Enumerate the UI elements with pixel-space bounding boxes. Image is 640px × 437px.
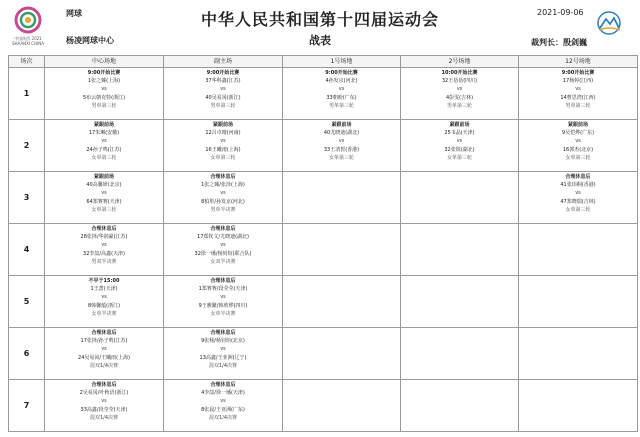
match-cell — [519, 120, 638, 172]
match-cell — [283, 224, 401, 276]
player-a: 17张择/孙子鸣(江苏) — [80, 338, 128, 345]
match-cell — [283, 380, 401, 432]
match-cell — [45, 328, 164, 380]
player-a: 2吴易昺/叶秋语(浙江) — [79, 390, 129, 397]
round-label: 女单半决赛 — [210, 310, 236, 317]
match-cell — [45, 276, 164, 328]
match-cell — [45, 120, 164, 172]
round-label: 女单第三轮 — [210, 154, 236, 161]
round-label: 混双1/4决赛 — [208, 362, 238, 369]
round-label: 女单第三轮 — [91, 154, 117, 161]
match-cell — [401, 276, 519, 328]
match-cell — [164, 224, 283, 276]
round-label: 男单第三轮 — [210, 102, 236, 109]
match-info — [283, 120, 400, 162]
player-b: 32李喆/高鑫(天津) — [83, 250, 125, 257]
versus-label: vs — [101, 294, 107, 301]
player-a: 28张择/华润豪(江苏) — [80, 234, 128, 241]
versus-label: vs — [101, 242, 107, 249]
round-label: 混双1/4决赛 — [89, 414, 119, 421]
versus-label: vs — [575, 86, 581, 93]
match-cell — [45, 68, 164, 120]
table-row — [9, 68, 638, 120]
match-start-note: 合理休息后 — [565, 174, 591, 180]
match-info — [283, 172, 400, 173]
player-b: 24吴易昺/王曦雨(上海) — [78, 354, 130, 361]
mountain-logo-icon — [587, 10, 631, 36]
player-a: 25韦晶(天津) — [444, 130, 475, 137]
match-info — [164, 380, 282, 422]
match-info — [45, 380, 163, 422]
versus-label: vs — [101, 346, 107, 353]
round-label: 女单第三轮 — [565, 206, 591, 213]
player-b: 16王曦雨(上海) — [205, 146, 241, 153]
player-b: 8柏彤/孙发京(河北) — [201, 198, 245, 205]
match-start-note: 合理休息后 — [210, 174, 236, 180]
player-a: 9吴恺烨(广东) — [561, 130, 595, 137]
column-header: 副主场 — [164, 56, 283, 68]
match-info — [45, 328, 163, 370]
match-cell — [401, 68, 519, 120]
match-start-note: 紧跟前场 — [567, 122, 588, 128]
match-start-note: 合理休息后 — [91, 382, 117, 388]
match-info — [164, 172, 282, 214]
versus-label: vs — [338, 86, 345, 93]
match-order-number: 3 — [9, 172, 45, 224]
round-label: 混双1/4决赛 — [208, 414, 238, 421]
versus-label: vs — [338, 138, 345, 145]
versus-label: vs — [101, 190, 107, 197]
player-a: 17杨婷(江西) — [562, 78, 594, 85]
match-info — [164, 328, 282, 370]
page-subtitle: 战表 — [309, 34, 331, 47]
logo-caption: 中国陕西 2021 SHAANXI CHINA — [11, 36, 45, 46]
versus-label: vs — [101, 138, 107, 145]
player-a: 1王蔷(天津) — [90, 286, 118, 293]
match-cell — [164, 68, 283, 120]
match-info — [401, 328, 518, 329]
match-info — [519, 276, 637, 277]
match-order-number: 2 — [9, 120, 45, 172]
player-a: 1郑赛赛/段莹莹(天津) — [198, 286, 248, 293]
match-cell — [164, 328, 283, 380]
player-a: 40高馨妍(北京) — [86, 182, 122, 189]
match-info — [519, 172, 637, 214]
player-b: 8韩馨蕴(浙江) — [87, 302, 121, 309]
match-order-number: 5 — [9, 276, 45, 328]
venue-name: 杨凌网球中心 — [66, 36, 114, 45]
match-info — [45, 172, 163, 214]
match-info — [164, 276, 282, 318]
player-b: 8张晨/王亚洲(广东) — [201, 406, 245, 413]
versus-label: vs — [220, 398, 226, 405]
page-title: 中华人民共和国第十四届运动会 — [200, 10, 439, 29]
round-label: 女单第三轮 — [565, 154, 591, 161]
versus-label: vs — [456, 138, 463, 145]
match-cell — [519, 328, 638, 380]
match-info — [164, 120, 282, 162]
round-label: 女单第三轮 — [446, 154, 472, 161]
match-cell — [401, 380, 519, 432]
match-cell — [519, 224, 638, 276]
match-start-note: 合理休息后 — [210, 330, 236, 336]
match-start-note: 紧跟前场 — [449, 122, 470, 128]
table-row — [9, 224, 638, 276]
match-info — [401, 276, 518, 277]
round-label: 女单半决赛 — [91, 310, 117, 317]
versus-label: vs — [220, 294, 226, 301]
table-row — [9, 172, 638, 224]
player-b: 9王雅繁/韩欣烨(四川) — [198, 302, 248, 309]
table-row — [9, 276, 638, 328]
versus-label: vs — [101, 86, 107, 93]
match-info — [283, 328, 400, 329]
match-cell — [45, 172, 164, 224]
match-info — [401, 172, 518, 173]
match-info — [519, 224, 637, 225]
match-cell — [45, 380, 164, 432]
match-start-note: 不早于15:00 — [88, 278, 120, 284]
match-cell — [283, 120, 401, 172]
column-header: 12号场地 — [519, 56, 638, 68]
match-start-note: 合理休息后 — [210, 278, 236, 284]
match-cell — [164, 172, 283, 224]
column-header: 场次 — [9, 56, 45, 68]
match-info — [519, 328, 637, 329]
round-label: 男单第三轮 — [446, 102, 472, 109]
player-b: 24孙子鸣(江苏) — [86, 146, 122, 153]
match-info — [519, 380, 637, 381]
match-info — [401, 380, 518, 381]
match-info — [519, 120, 637, 162]
player-a: 41张玮桐(香港) — [560, 182, 596, 189]
match-info — [401, 120, 518, 162]
match-cell — [164, 380, 283, 432]
round-label: 男单第三轮 — [328, 102, 354, 109]
player-b: 32徐一璠/杨钊煊(联合队) — [194, 250, 252, 257]
player-a: 40尤晓迪(湖北) — [323, 130, 360, 137]
match-info — [164, 224, 282, 266]
table-row — [9, 328, 638, 380]
round-label: 男单第三轮 — [91, 102, 117, 109]
match-info — [283, 68, 400, 110]
round-label: 男双半决赛 — [91, 258, 117, 265]
player-b: 33王清皙(香港) — [323, 146, 360, 153]
player-b: 64郑赛赛(天津) — [86, 198, 122, 205]
player-b: 16郭杰(北京) — [562, 146, 594, 153]
match-cell — [45, 224, 164, 276]
page-header — [0, 0, 640, 54]
referee-label: 裁判长：殷剑巍 — [531, 38, 587, 47]
column-header: 1号场地 — [283, 56, 401, 68]
match-start-note: 合理休息后 — [91, 226, 117, 232]
match-cell — [164, 276, 283, 328]
versus-label: vs — [220, 138, 226, 145]
match-info — [283, 380, 400, 381]
match-start-note: 合理休息后 — [210, 382, 236, 388]
player-b: 40吴易昺(浙江) — [205, 94, 241, 101]
match-info — [45, 68, 163, 110]
match-cell — [283, 328, 401, 380]
player-b: 33朝盼(广东) — [326, 94, 357, 101]
column-header: 中心场地 — [45, 56, 164, 68]
player-a: 4李喆/徐一璠(天津) — [201, 390, 245, 397]
match-info — [45, 120, 163, 162]
match-cell — [401, 120, 519, 172]
versus-label: vs — [575, 138, 581, 145]
versus-label: vs — [220, 86, 226, 93]
player-b: 13高鑫/王亚洲(辽宁) — [199, 354, 247, 361]
round-label: 混双1/4决赛 — [89, 362, 119, 369]
match-cell — [401, 328, 519, 380]
versus-label: vs — [575, 190, 581, 197]
player-a: 9张杨/杨钊煊(北京) — [201, 338, 245, 345]
round-label: 男单半决赛 — [210, 206, 236, 213]
match-start-note: 9:00开始比赛 — [561, 70, 595, 76]
player-a: 12吕卓晴(河南) — [205, 130, 241, 137]
table-row — [9, 120, 638, 172]
match-cell — [164, 120, 283, 172]
player-b: 33高鑫/段莹莹(天津) — [80, 406, 128, 413]
round-label: 男单第三轮 — [565, 102, 591, 109]
schedule-body — [9, 68, 638, 432]
schedule-table — [8, 55, 638, 432]
match-info — [45, 276, 163, 318]
match-start-note: 10:00开始比赛 — [441, 70, 478, 76]
match-start-note: 9:00开始比赛 — [325, 70, 358, 76]
versus-label: vs — [220, 242, 226, 249]
round-label: 女单第三轮 — [91, 206, 117, 213]
table-header-row — [9, 56, 638, 68]
player-a: 1张之臻(上海) — [87, 78, 121, 85]
player-b: 14曹思湾(江西) — [560, 94, 596, 101]
table-row — [9, 380, 638, 432]
player-a: 17朱琳(安徽) — [88, 130, 120, 137]
match-start-note: 紧跟前场 — [212, 122, 233, 128]
match-start-note: 紧跟前场 — [331, 122, 352, 128]
match-cell — [283, 172, 401, 224]
match-info — [519, 68, 637, 110]
player-b: 47郑晓瑞(吉林) — [560, 198, 596, 205]
match-cell — [519, 172, 638, 224]
match-order-number: 7 — [9, 380, 45, 432]
match-cell — [283, 276, 401, 328]
versus-label: vs — [101, 398, 107, 405]
schedule-date: 2021-09-06 — [537, 8, 584, 17]
player-a: 4孙发京(河北) — [325, 78, 358, 85]
player-b: 5布云朝克特(浙江) — [82, 94, 126, 101]
match-start-note: 9:00开始比赛 — [87, 70, 121, 76]
match-order-number: 6 — [9, 328, 45, 380]
round-label: 女单第三轮 — [328, 154, 354, 161]
match-start-note: 紧跟前场 — [93, 174, 114, 180]
match-info — [401, 224, 518, 225]
match-info — [283, 224, 400, 225]
match-order-number: 1 — [9, 68, 45, 120]
match-info — [401, 68, 518, 110]
match-cell — [401, 172, 519, 224]
match-cell — [519, 68, 638, 120]
match-info — [45, 224, 163, 266]
match-order-number: 4 — [9, 224, 45, 276]
versus-label: vs — [220, 346, 226, 353]
match-start-note: 合理休息后 — [210, 226, 236, 232]
player-a: 1张之臻/张泽(上海) — [201, 182, 245, 189]
match-info — [283, 276, 400, 277]
match-cell — [283, 68, 401, 120]
player-a: 32王蓓蓓(四川) — [441, 78, 478, 85]
round-label: 女双半决赛 — [210, 258, 236, 265]
player-b: 32张锐(湖北) — [444, 146, 475, 153]
versus-label: vs — [220, 190, 226, 197]
match-cell — [401, 224, 519, 276]
match-cell — [519, 276, 638, 328]
match-start-note: 合理休息后 — [91, 330, 117, 336]
match-cell — [519, 380, 638, 432]
versus-label: vs — [456, 86, 463, 93]
player-a: 17郑钦文/尤晓迪(湖北) — [197, 234, 249, 241]
player-b: 4彭雯(吉林) — [445, 94, 474, 101]
match-info — [164, 68, 282, 110]
column-header: 2号场地 — [401, 56, 519, 68]
match-start-note: 9:00开始比赛 — [206, 70, 240, 76]
match-start-note: 紧跟前场 — [93, 122, 114, 128]
player-a: 37华科鑫(江苏) — [205, 78, 241, 85]
sport-name: 网球 — [66, 9, 82, 18]
